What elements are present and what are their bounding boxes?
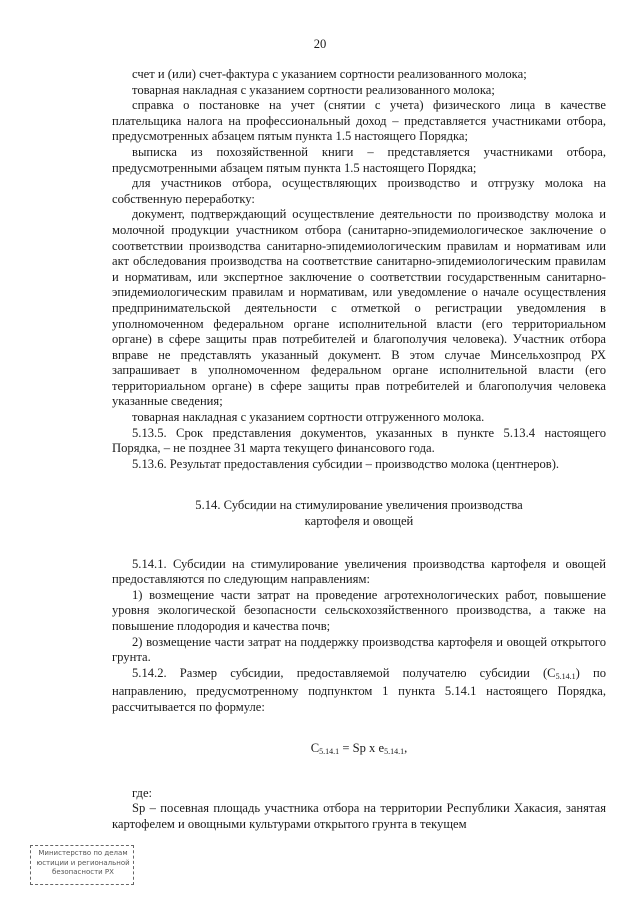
- paragraph-direction-2: 2) возмещение части затрат на поддержку производства картофеля и овощей открытого грунта.: [112, 634, 606, 665]
- paragraph-processing-participants: для участников отбора, осуществляющих производство и отгрузку молока на собственную переработку:: [112, 176, 606, 206]
- paragraph-tax-certificate: справка о постановке на учет (снятии с учета) физического лица в качестве плательщика налога на профессиональный доход – представляется участниками отбора, предусмотренных абзацем пятым пункта 1.5 настоящего Порядка;: [112, 98, 606, 144]
- formula-lhs: C: [310, 740, 320, 755]
- paragraph-5-14-2-start: 5.14.2. Размер субсидии, предоставляемой получателю субсидии (С: [132, 665, 556, 680]
- section-heading-5-14: [112, 498, 606, 529]
- paragraph-direction-1: 1) возмещение части затрат на проведение агротехнологических работ, повышение уровня экологической безопасности сельскохозяйственного производства, а также на повышение плодородия и качества почв;: [112, 587, 606, 633]
- subsidy-formula: [112, 740, 606, 760]
- paragraph-5-14-2: [112, 666, 606, 716]
- paragraph-5-14-2-end: ) по направлению, предусмотренному подпунктом 1 пункта 5.14.1 настоящего Порядка, рассчитывается по формуле:: [112, 665, 606, 714]
- stamp-line-3: безопасности РХ: [52, 868, 114, 876]
- paragraph-production-document: документ, подтверждающий осуществление деятельности по производству молока и молочной продукции участником отбора (санитарно-эпидемиологическое заключение о соответствии производства санитарно-эпидемиологическим правилам и нормативам или акт обследования производства на соответствие санитарно-эпидемиологическим правилам и нормативам, или экспертное заключение о соответствии государственным санитарно-эпидемиологическим правилам и нормативам, или уведомление о начале осуществления предпринимательской деятельности с отметкой о регистрации уведомления в уполномоченном федеральном органе исполнительной власти (его территориальном органе) в сфере защиты прав потребителей и благополучия человека). Участник отбора вправе не представлять указанный документ. В этом случае Минсельхозпрод РХ запрашивает в уполномоченном федеральном органе исполнительной власти (его территориальном органе) в сфере защиты прав потребителей и благополучия человека указанные сведения;: [112, 207, 606, 409]
- formula-tail: ,: [404, 740, 408, 755]
- paragraph-5-13-6: 5.13.6. Результат предоставления субсидии – производство молока (центнеров).: [132, 456, 560, 471]
- paragraph-sp-definition: Sp – посевная площадь участника отбора на территории Республики Хакасия, занятая картофелем и овощными культурами открытого грунта в текущем: [112, 801, 606, 831]
- formula-rhs-subscript: 5.14.1: [384, 746, 405, 756]
- paragraph-household-extract: выписка из похозяйственной книги – представляется участниками отбора, предусмотренными абзацем пятым пункта 1.5 настоящего Порядка;: [112, 144, 606, 175]
- heading-line-2: картофеля и овощей: [304, 514, 414, 529]
- document-body: [112, 67, 606, 832]
- paragraph-5-14-2-subscript: 5.14.1: [555, 671, 576, 681]
- formula-lhs-subscript: 5.14.1: [319, 746, 340, 756]
- stamp-line-2: юстиции и региональной: [36, 858, 130, 867]
- stamp-line-1: Министерство по делам: [38, 849, 128, 857]
- paragraph-waybill: товарная накладная с указанием сортности реализованного молока;: [132, 82, 495, 97]
- paragraph-5-14-1: 5.14.1. Субсидии на стимулирование увеличения производства картофеля и овощей предоставляются по следующим направлениям:: [112, 556, 606, 587]
- page-number: 20: [313, 37, 327, 51]
- where-label: где:: [132, 785, 153, 800]
- registration-stamp: [30, 845, 134, 885]
- paragraph-5-13-5: 5.13.5. Срок представления документов, указанных в пункте 5.13.4 настоящего Порядка, – не позднее 31 марта текущего финансового года.: [112, 425, 606, 456]
- formula-mid: = Sp x e: [339, 740, 385, 755]
- paragraph-shipped-waybill: товарная накладная с указанием сортности отгруженного молока.: [132, 410, 485, 425]
- paragraph-invoice: счет и (или) счет-фактура с указанием сортности реализованного молока;: [132, 67, 527, 81]
- heading-line-1: 5.14. Субсидии на стимулирование увеличения производства: [195, 498, 523, 513]
